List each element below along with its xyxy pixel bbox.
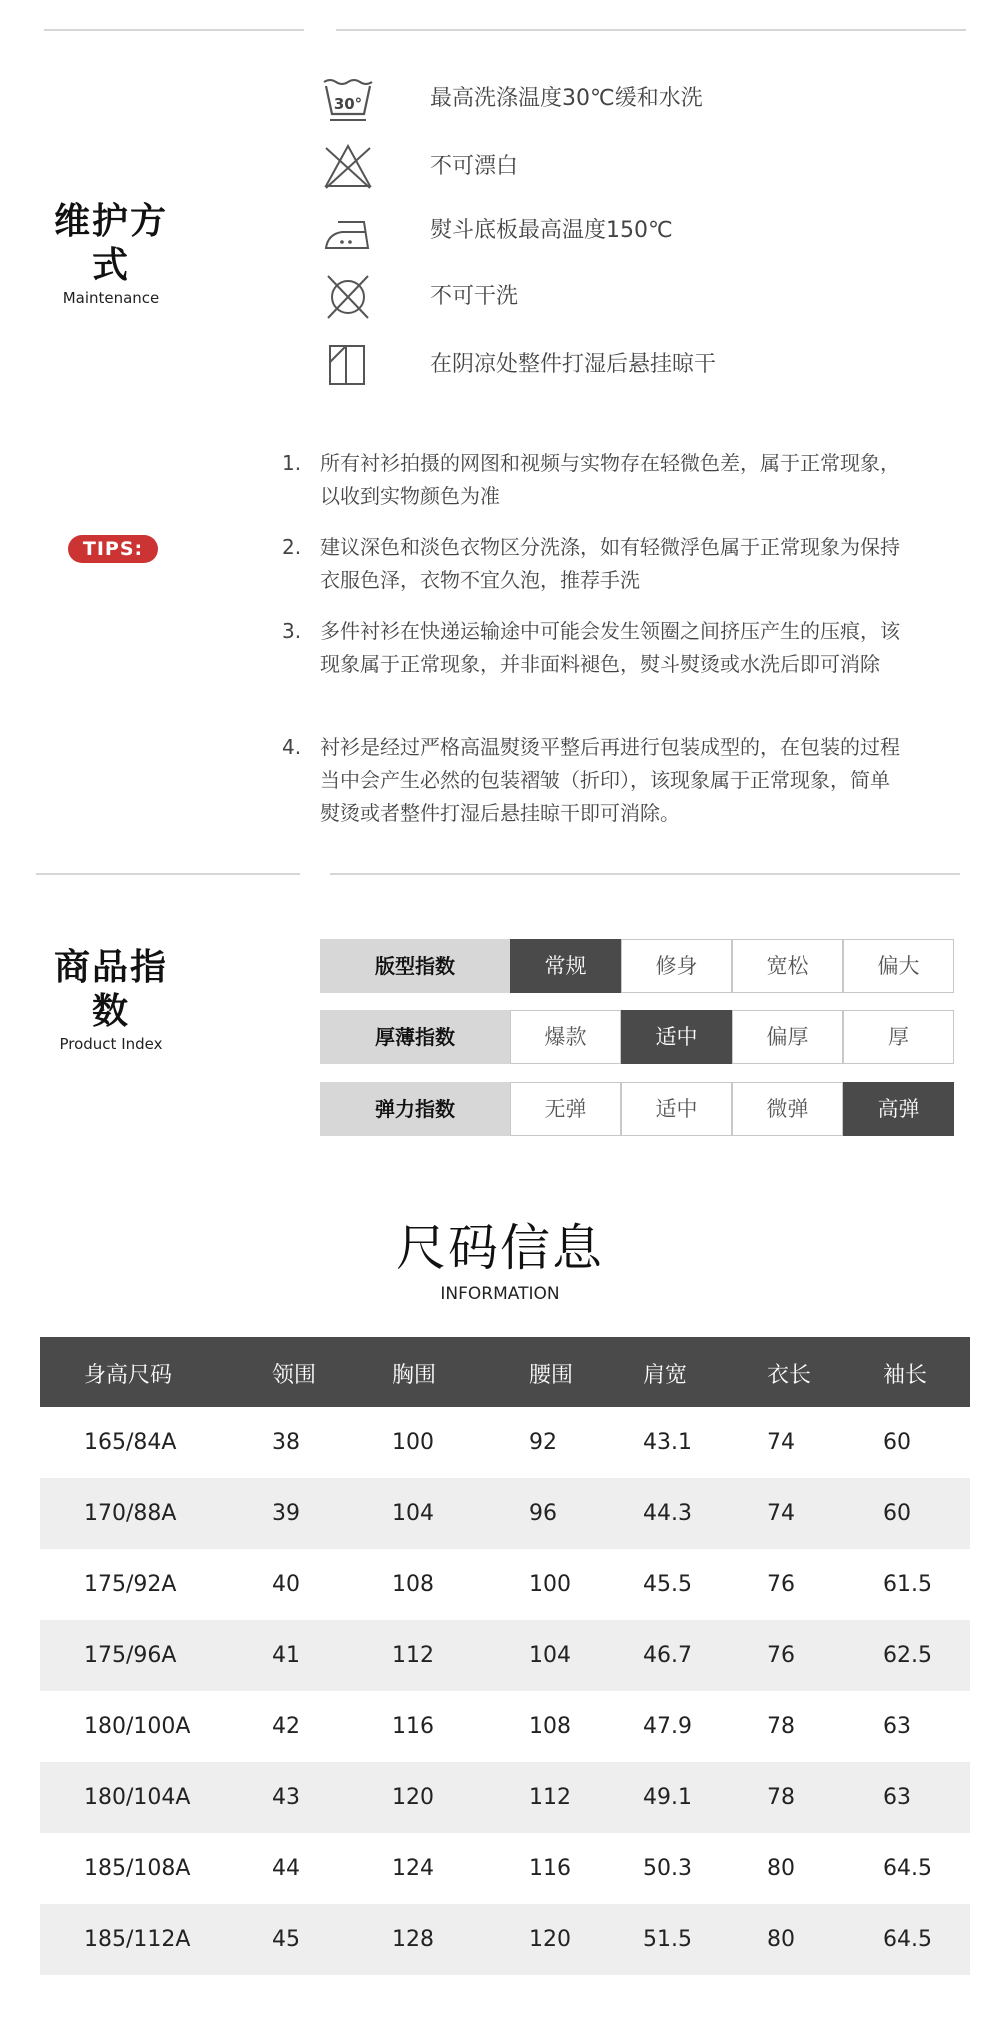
table-cell: 185/112A — [84, 1927, 191, 1952]
care-text-iron: 熨斗底板最高温度150℃ — [430, 218, 673, 243]
size-table — [40, 1337, 970, 1975]
table-cell: 128 — [392, 1927, 434, 1952]
table-cell: 76 — [767, 1572, 795, 1597]
table-cell: 112 — [392, 1643, 434, 1668]
table-cell: 44.3 — [643, 1501, 692, 1526]
table-cell: 124 — [392, 1856, 434, 1881]
index-option: 偏大 — [843, 939, 954, 993]
table-cell: 38 — [272, 1430, 300, 1455]
table-cell: 185/108A — [84, 1856, 191, 1881]
size-info-title — [0, 1218, 1000, 1306]
table-cell: 80 — [767, 1927, 795, 1952]
size-header-cell: 衣长 — [767, 1363, 812, 1388]
table-cell: 78 — [767, 1714, 795, 1739]
care-text-dry: 在阴凉处整件打湿后悬挂晾干 — [430, 352, 717, 377]
table-cell: 96 — [529, 1501, 557, 1526]
care-item-iron — [320, 206, 920, 256]
tip-number: 2. — [282, 535, 302, 559]
table-cell: 43.1 — [643, 1430, 692, 1455]
product-index-title — [36, 946, 186, 1054]
table-cell: 63 — [883, 1785, 911, 1810]
size-header-cell: 袖长 — [883, 1363, 928, 1388]
size-table-header — [40, 1337, 970, 1407]
index-option: 微弹 — [732, 1082, 843, 1136]
table-cell: 108 — [392, 1572, 434, 1597]
tip-number: 3. — [282, 619, 302, 643]
table-cell: 51.5 — [643, 1927, 692, 1952]
table-cell: 165/84A — [84, 1430, 177, 1455]
care-item-dry — [320, 340, 920, 390]
table-cell: 63 — [883, 1714, 911, 1739]
table-cell: 74 — [767, 1501, 795, 1526]
svg-text:30°: 30° — [333, 95, 363, 113]
tip-text: 多件衬衫在快递运输途中可能会发生领圈之间挤压产生的压痕，该现象属于正常现象，并非面料褪色，熨斗熨烫或水洗后即可消除 — [320, 619, 900, 676]
index-row-elasticity — [320, 1082, 957, 1136]
top-divider-left — [44, 29, 304, 31]
index-option: 宽松 — [732, 939, 843, 993]
table-cell: 78 — [767, 1785, 795, 1810]
table-row — [40, 1833, 970, 1904]
table-cell: 175/92A — [84, 1572, 177, 1597]
table-cell: 42 — [272, 1714, 300, 1739]
care-text-bleach: 不可漂白 — [430, 154, 519, 179]
table-cell: 45.5 — [643, 1572, 692, 1597]
table-cell: 116 — [529, 1856, 571, 1881]
table-row — [40, 1549, 970, 1620]
product-index-title-zh: 商品指数 — [53, 947, 168, 1032]
table-cell: 116 — [392, 1714, 434, 1739]
wash-30-icon — [320, 74, 376, 124]
product-index-title-en: Product Index — [59, 1035, 163, 1053]
top-divider-right — [336, 29, 966, 31]
index-option: 适中 — [621, 1082, 732, 1136]
drip-dry-shade-icon — [320, 340, 376, 390]
table-cell: 180/104A — [84, 1785, 191, 1810]
no-dry-clean-icon — [320, 272, 376, 322]
index-option: 厚 — [843, 1010, 954, 1064]
no-bleach-icon — [320, 142, 376, 192]
table-cell: 112 — [529, 1785, 571, 1810]
table-cell: 74 — [767, 1430, 795, 1455]
size-header-cell: 身高尺码 — [84, 1363, 173, 1388]
table-row — [40, 1478, 970, 1549]
care-item-dry-clean — [320, 272, 920, 322]
mid-divider-right — [330, 873, 960, 875]
index-option: 常规 — [510, 939, 621, 993]
table-cell: 46.7 — [643, 1643, 692, 1668]
tip-text: 建议深色和淡色衣物区分洗涤，如有轻微浮色属于正常现象为保持衣服色泽，衣物不宜久泡，推荐手洗 — [320, 535, 900, 592]
care-text-dry-clean: 不可干洗 — [430, 284, 519, 309]
tips-badge: TIPS: — [68, 535, 158, 563]
table-cell: 170/88A — [84, 1501, 177, 1526]
table-cell: 64.5 — [883, 1856, 932, 1881]
table-cell: 60 — [883, 1501, 911, 1526]
tip-text: 所有衬衫拍摄的网图和视频与实物存在轻微色差，属于正常现象，以收到实物颜色为准 — [320, 451, 900, 508]
table-cell: 39 — [272, 1501, 300, 1526]
index-option: 偏厚 — [732, 1010, 843, 1064]
index-row-fit — [320, 939, 957, 993]
table-cell: 92 — [529, 1430, 557, 1455]
care-item-wash — [320, 74, 920, 124]
index-option: 适中 — [621, 1010, 732, 1064]
table-cell: 104 — [392, 1501, 434, 1526]
maintenance-title — [36, 200, 186, 308]
table-cell: 44 — [272, 1856, 300, 1881]
index-row-label: 弹力指数 — [320, 1082, 510, 1136]
index-row-label: 厚薄指数 — [320, 1010, 510, 1064]
table-cell: 104 — [529, 1643, 571, 1668]
table-cell: 100 — [392, 1430, 434, 1455]
table-cell: 120 — [392, 1785, 434, 1810]
table-cell: 49.1 — [643, 1785, 692, 1810]
table-cell: 80 — [767, 1856, 795, 1881]
size-info-title-en: INFORMATION — [440, 1284, 560, 1304]
index-row-thickness — [320, 1010, 957, 1064]
size-header-cell: 领围 — [272, 1363, 317, 1388]
tip-number: 4. — [282, 735, 302, 759]
table-cell: 100 — [529, 1572, 571, 1597]
table-row — [40, 1691, 970, 1762]
table-row — [40, 1762, 970, 1833]
index-option: 爆款 — [510, 1010, 621, 1064]
table-cell: 62.5 — [883, 1643, 932, 1668]
care-item-bleach — [320, 142, 920, 192]
iron-icon — [320, 206, 376, 256]
maintenance-title-en: Maintenance — [62, 289, 160, 307]
table-cell: 76 — [767, 1643, 795, 1668]
care-text-wash: 最高洗涤温度30℃缓和水洗 — [430, 86, 703, 111]
size-table-body — [40, 1407, 970, 1975]
table-row — [40, 1904, 970, 1975]
size-header-cell: 胸围 — [392, 1363, 437, 1388]
table-cell: 61.5 — [883, 1572, 932, 1597]
table-cell: 50.3 — [643, 1856, 692, 1881]
table-cell: 180/100A — [84, 1714, 191, 1739]
table-cell: 43 — [272, 1785, 300, 1810]
table-cell: 41 — [272, 1643, 300, 1668]
index-option: 修身 — [621, 939, 732, 993]
table-cell: 47.9 — [643, 1714, 692, 1739]
table-cell: 45 — [272, 1927, 300, 1952]
maintenance-title-zh: 维护方式 — [53, 201, 168, 286]
size-info-title-zh: 尺码信息 — [396, 1219, 604, 1277]
table-cell: 108 — [529, 1714, 571, 1739]
table-row — [40, 1620, 970, 1691]
size-header-cell: 腰围 — [529, 1363, 574, 1388]
table-cell: 60 — [883, 1430, 911, 1455]
table-row — [40, 1407, 970, 1478]
index-option: 高弹 — [843, 1082, 954, 1136]
index-option: 无弹 — [510, 1082, 621, 1136]
table-cell: 120 — [529, 1927, 571, 1952]
tip-text: 衬衫是经过严格高温熨烫平整后再进行包装成型的，在包装的过程当中会产生必然的包装褶皱（折印），该现象属于正常现象，简单熨烫或者整件打湿后悬挂晾干即可消除。 — [320, 735, 900, 825]
size-header-cell: 肩宽 — [643, 1363, 688, 1388]
table-cell: 40 — [272, 1572, 300, 1597]
table-cell: 64.5 — [883, 1927, 932, 1952]
tip-number: 1. — [282, 451, 302, 475]
table-cell: 175/96A — [84, 1643, 177, 1668]
index-row-label: 版型指数 — [320, 939, 510, 993]
mid-divider-left — [36, 873, 300, 875]
